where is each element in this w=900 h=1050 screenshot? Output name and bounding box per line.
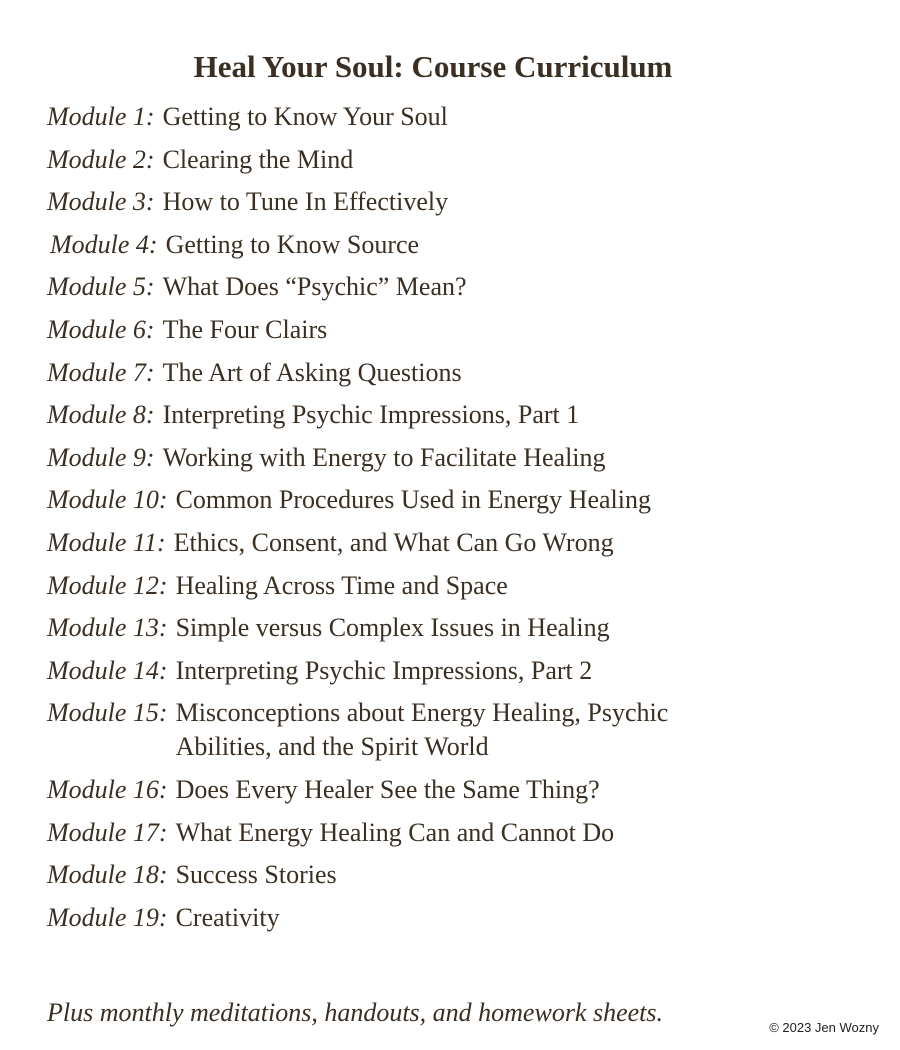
module-name: How to Tune In Effectively <box>162 187 449 217</box>
module-label: Module 2: <box>47 144 155 174</box>
module-item <box>47 228 867 262</box>
module-item <box>47 773 867 807</box>
module-name: Healing Across Time and Space <box>175 570 508 600</box>
module-label: Module 9: <box>47 442 155 472</box>
module-name: Interpreting Psychic Impressions, Part 2 <box>175 655 593 685</box>
module-name: Clearing the Mind <box>162 144 354 174</box>
module-name: Misconceptions about Energy Healing, Psychic Abilities, and the Spirit World <box>175 698 669 762</box>
module-item <box>47 654 867 688</box>
module-item <box>47 398 867 432</box>
module-label: Module 12: <box>47 570 168 600</box>
module-name: What Energy Healing Can and Cannot Do <box>175 817 615 847</box>
module-label: Module 1: <box>47 102 155 131</box>
module-item <box>47 185 867 219</box>
module-label: Module 13: <box>47 613 168 643</box>
module-item <box>47 313 867 347</box>
module-label: Module 17: <box>47 817 168 847</box>
module-item <box>47 441 867 475</box>
module-item <box>47 611 867 645</box>
module-name: Success Stories <box>175 860 337 890</box>
module-item <box>47 356 867 390</box>
module-item <box>47 143 867 177</box>
module-label: Module 16: <box>47 774 168 804</box>
module-name: Simple versus Complex Issues in Healing <box>175 613 610 643</box>
module-name: Working with Energy to Facilitate Healing <box>162 442 606 472</box>
module-label: Module 14: <box>47 655 168 685</box>
module-name: The Art of Asking Questions <box>162 357 462 387</box>
module-item <box>47 696 867 764</box>
module-label: Module 5: <box>47 272 155 302</box>
module-item <box>47 816 867 850</box>
module-item <box>47 270 867 304</box>
module-label: Module 15: <box>47 698 168 728</box>
module-name: Getting to Know Your Soul <box>162 102 448 131</box>
copyright-notice: © 2023 Jen Wozny <box>769 1020 879 1035</box>
module-item <box>47 569 867 603</box>
module-label: Module 18: <box>47 860 168 890</box>
module-label: Module 19: <box>47 902 168 932</box>
module-item <box>47 526 867 560</box>
footer-note: Plus monthly meditations, handouts, and homework sheets. <box>47 998 664 1027</box>
module-item <box>47 901 867 935</box>
module-name: Common Procedures Used in Energy Healing <box>175 485 651 515</box>
module-name: Creativity <box>175 902 280 932</box>
module-label: Module 4: <box>50 229 158 259</box>
module-item <box>47 483 867 517</box>
module-item <box>47 100 867 134</box>
page-title: Heal Your Soul: Course Curriculum <box>193 48 673 84</box>
module-name: Interpreting Psychic Impressions, Part 1 <box>162 400 580 430</box>
module-label: Module 10: <box>47 485 168 515</box>
module-name: The Four Clairs <box>162 314 328 344</box>
module-list <box>47 100 867 943</box>
module-name: Ethics, Consent, and What Can Go Wrong <box>173 527 614 557</box>
module-name: Does Every Healer See the Same Thing? <box>175 774 600 804</box>
module-label: Module 7: <box>47 357 155 387</box>
module-label: Module 3: <box>47 187 155 217</box>
module-label: Module 6: <box>47 314 155 344</box>
module-label: Module 8: <box>47 400 155 430</box>
module-item <box>47 858 867 892</box>
module-label: Module 11: <box>47 527 166 557</box>
module-name: Getting to Know Source <box>165 229 420 259</box>
module-name: What Does “Psychic” Mean? <box>162 272 467 302</box>
